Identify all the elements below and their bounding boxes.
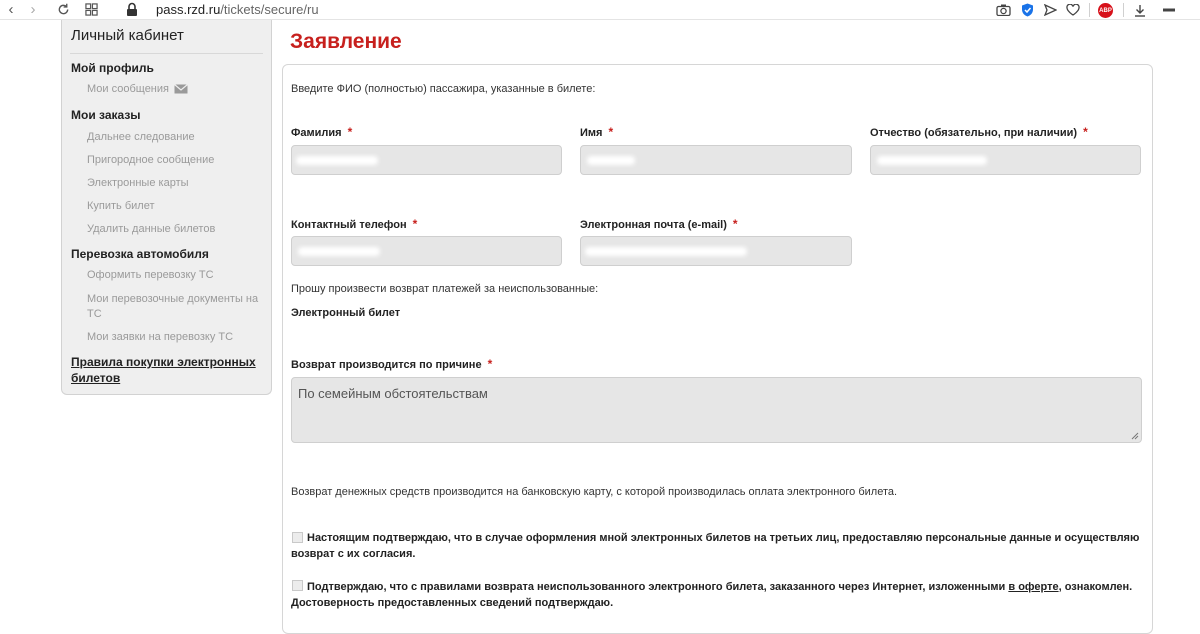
card-refund-note: Возврат денежных средств производится на банковскую карту, с которой производилась оплата электронного билета. — [291, 486, 898, 498]
patronymic-label — [870, 125, 1088, 139]
download-icon[interactable] — [1131, 1, 1149, 19]
minimize-icon[interactable] — [1160, 1, 1178, 19]
account-sidebar — [61, 20, 272, 395]
name-label-text: Имя — [580, 127, 603, 139]
surname-field[interactable] — [291, 145, 562, 175]
patronymic-label-text: Отчество (обязательно, при наличии) — [870, 127, 1078, 139]
ticket-type: Электронный билет — [291, 307, 401, 319]
sidebar-title: Личный кабинет — [71, 27, 184, 44]
reload-icon[interactable] — [52, 0, 74, 20]
redacted-value — [296, 156, 378, 165]
address-bar[interactable] — [156, 2, 319, 17]
sidebar-item-e-cards[interactable]: Электронные карты — [87, 177, 189, 189]
required-mark: * — [608, 125, 614, 139]
email-field[interactable] — [580, 236, 852, 266]
adblock-icon[interactable] — [1098, 3, 1113, 18]
consent-text-2-after: , ознакомлен. Достоверность предоставленных сведений подтверждаю. — [291, 581, 1133, 609]
tabs-grid-icon[interactable] — [80, 0, 102, 20]
resize-handle-icon[interactable] — [1131, 432, 1139, 440]
reason-textarea[interactable] — [291, 377, 1142, 443]
phone-label-text: Контактный телефон — [291, 219, 407, 231]
toolbar-separator — [1089, 3, 1090, 17]
surname-label-text: Фамилия — [291, 127, 342, 139]
send-icon[interactable] — [1041, 1, 1059, 19]
sidebar-item-vehicle-transport[interactable]: Оформить перевозку ТС — [87, 269, 214, 281]
redacted-value — [585, 247, 747, 256]
refund-request-text: Прошу произвести возврат платежей за неиспользованные: — [291, 283, 599, 295]
redacted-value — [587, 156, 635, 165]
patronymic-field[interactable] — [870, 145, 1141, 175]
sidebar-heading-profile[interactable]: Мой профиль — [71, 61, 154, 75]
sidebar-heading-orders[interactable]: Мои заказы — [71, 108, 141, 122]
required-mark: * — [347, 125, 353, 139]
url-domain: pass.rzd.ru — [156, 2, 221, 17]
redacted-value — [298, 247, 380, 256]
name-label — [580, 125, 613, 139]
heart-icon[interactable] — [1064, 1, 1082, 19]
sidebar-heading-vehicle[interactable]: Перевозка автомобиля — [71, 247, 209, 261]
sidebar-item-messages[interactable] — [87, 82, 188, 97]
required-mark: * — [487, 357, 493, 371]
consent-text-2 — [291, 579, 1141, 611]
sidebar-item-vehicle-requests[interactable]: Мои заявки на перевозку ТС — [87, 331, 234, 343]
page-title: Заявление — [290, 30, 402, 53]
sidebar-item-label: Мои сообщения — [87, 83, 169, 95]
phone-label — [291, 217, 417, 231]
email-label-text: Электронная почта (e-mail) — [580, 219, 727, 231]
shield-icon[interactable] — [1018, 1, 1036, 19]
form-intro: Введите ФИО (полностью) пассажира, указанные в билете: — [291, 83, 596, 95]
reason-value: По семейным обстоятельствам — [298, 386, 488, 401]
email-label — [580, 217, 738, 231]
sidebar-item-buy-ticket[interactable]: Купить билет — [87, 200, 155, 212]
required-mark: * — [412, 217, 418, 231]
envelope-icon — [174, 84, 188, 94]
reason-label — [291, 357, 492, 371]
offer-link[interactable]: в оферте — [1008, 581, 1059, 593]
sidebar-item-vehicle-documents[interactable]: Мои перевозочные документы на ТС — [87, 293, 259, 320]
sidebar-item-long-distance[interactable]: Дальнее следование — [87, 131, 195, 143]
url-path: /tickets/secure/ru — [220, 2, 319, 17]
consent-text-2-before: Подтверждаю, что с правилами возврата неиспользованного электронного билета, заказанного через Интернет, изложенными — [307, 581, 1009, 593]
browser-toolbar — [0, 0, 1200, 20]
reason-label-text: Возврат производится по причине — [291, 359, 482, 371]
required-mark: * — [732, 217, 738, 231]
name-field[interactable] — [580, 145, 852, 175]
sidebar-item-delete-data[interactable]: Удалить данные билетов — [87, 223, 216, 235]
surname-label — [291, 125, 352, 139]
sidebar-item-suburban[interactable]: Пригородное сообщение — [87, 154, 215, 166]
rules-link[interactable]: Правила покупки электронных билетов — [71, 355, 256, 385]
adblock-label: ABP — [1099, 7, 1112, 14]
required-mark: * — [1083, 125, 1088, 139]
toolbar-separator — [1123, 3, 1124, 17]
back-icon[interactable]: ‹ — [8, 1, 14, 18]
camera-icon[interactable] — [994, 1, 1012, 19]
consent-text-1: Настоящим подтверждаю, что в случае оформления мной электронных билетов на третьих лиц, предоставляю персональные данные и осуществляю возврат с их согласия. — [291, 532, 1140, 560]
redacted-value — [877, 156, 987, 165]
forward-icon[interactable]: › — [30, 1, 36, 18]
sidebar-divider — [70, 53, 263, 54]
lock-icon — [126, 2, 140, 18]
phone-field[interactable] — [291, 236, 562, 266]
